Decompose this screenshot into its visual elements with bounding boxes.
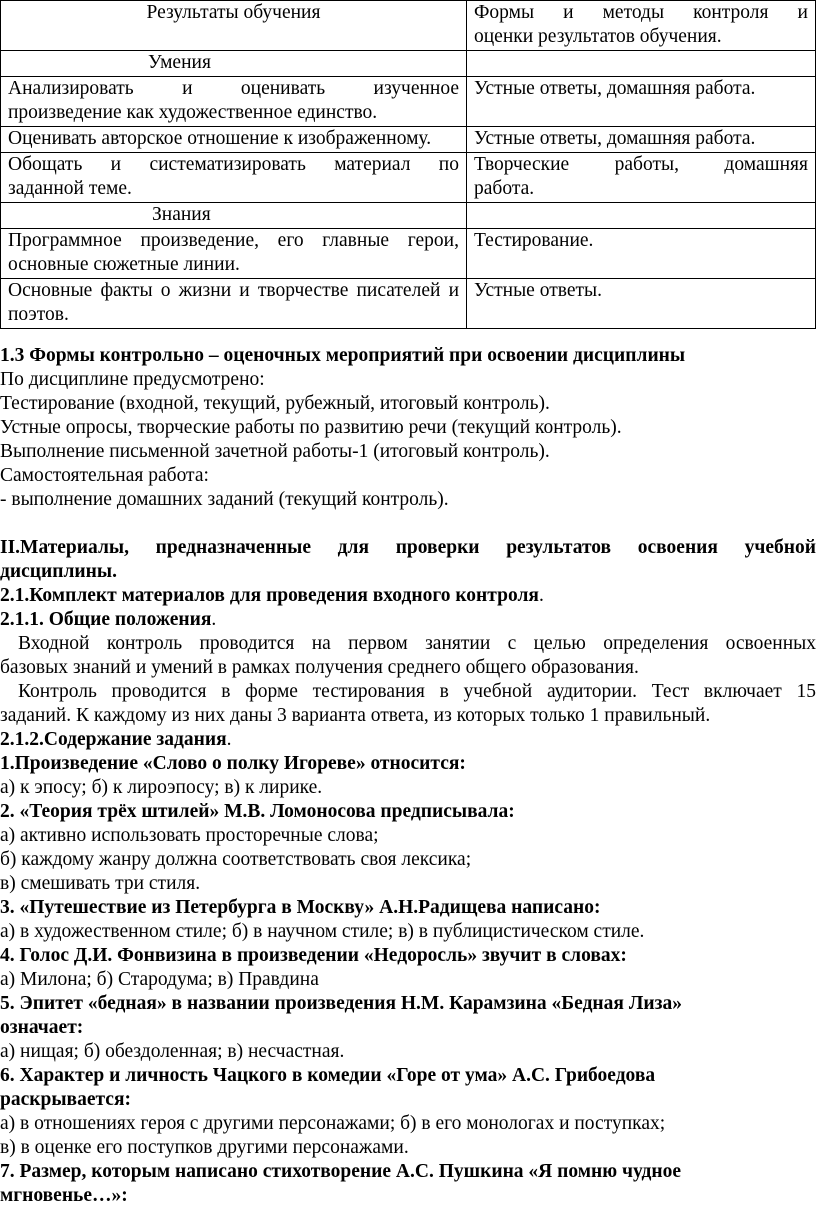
document-body (0, 344, 816, 1208)
paragraph: Контроль проводится в форме тестирования в учебной аудитории. Тест включает 15 (18, 681, 816, 702)
cell-line: Основные факты о жизни и творчестве писателей и (8, 280, 459, 301)
section-knowledge-label: Знания (152, 204, 211, 225)
section-skills-label: Умения (148, 52, 211, 73)
header-results (1, 1, 467, 51)
table-row-skills-section (1, 51, 816, 77)
table-cell (1, 153, 467, 203)
header-forms (467, 1, 816, 51)
paragraph: заданий. К каждому из них даны 3 варианта ответа, из которых только 1 правильный. (0, 705, 711, 726)
table-cell (467, 279, 816, 329)
empty-cell (467, 51, 816, 77)
paragraph: Самостоятельная работа: (0, 465, 209, 486)
table-cell (1, 229, 467, 279)
section-2-title-line2: дисциплины. (0, 561, 117, 582)
table-cell (467, 127, 816, 153)
question-2: 2. «Теория трёх штилей» М.В. Ломоносова предписывала: (0, 801, 515, 822)
section-2-1-2-heading (0, 728, 816, 752)
table-cell (1, 279, 467, 329)
period: . (211, 609, 217, 630)
cell-line: произведение как художественное единство. (8, 102, 378, 123)
cell-line: Оценивать авторское отношение к изображенному. (8, 128, 432, 149)
section-2-1-1-heading (0, 608, 816, 632)
question-6-line1: 6. Характер и личность Чацкого в комедии «Горе от ума» А.С. Грибоедова (0, 1065, 656, 1086)
question-1: 1.Произведение «Слово о полку Игореве» относится: (0, 753, 466, 774)
section-2-title-line1: II.Материалы, предназначенные для проверки результатов освоения учебной (0, 537, 816, 558)
answer-options: а) нищая; б) обездоленная; в) несчастная. (0, 1041, 345, 1062)
section-1-3-title: 1.3 Формы контрольно – оценочных мероприятий при освоении дисциплины (0, 345, 686, 366)
cell-line: Устные ответы, домашняя работа. (474, 128, 756, 149)
cell-line: Тестирование. (474, 230, 594, 251)
answer-option: б) каждому жанру должна соответствовать своя лексика; (0, 849, 472, 870)
section-knowledge (1, 203, 467, 229)
question-4: 4. Голос Д.И. Фонвизина в произведении «Недоросль» звучит в словах: (0, 945, 627, 966)
header-forms-line2: оценки результатов обучения. (474, 26, 722, 47)
answer-option: в) смешивать три стиля. (0, 873, 201, 894)
period: . (538, 585, 544, 606)
section-2-1-title: 2.1.Комплект материалов для проведения входного контроля (0, 585, 539, 606)
cell-line: Устные ответы, домашняя работа. (474, 78, 756, 99)
section-2-1-1-title: 2.1.1. Общие положения (0, 609, 212, 630)
empty-cell (467, 203, 816, 229)
paragraph: Устные опросы, творческие работы по развитию речи (текущий контроль). (0, 417, 622, 438)
cell-line: Творческие работы, домашняя (474, 154, 808, 175)
section-2-1-2-title: 2.1.2.Содержание задания (0, 729, 227, 750)
header-forms-line1: Формы и методы контроля и (474, 2, 808, 23)
cell-line: поэтов. (8, 304, 69, 325)
paragraph: Тестирование (входной, текущий, рубежный, итоговый контроль). (0, 393, 550, 414)
answer-option: а) в отношениях героя с другими персонажами; б) в его монологах и поступках; (0, 1113, 666, 1134)
answer-options: а) к эпосу; б) к лироэпосу; в) к лирике. (0, 777, 323, 798)
cell-line: Устные ответы. (474, 280, 602, 301)
table-cell (1, 127, 467, 153)
table-cell (467, 153, 816, 203)
period: . (226, 729, 232, 750)
cell-line: основные сюжетные линии. (8, 254, 240, 275)
table-row (1, 127, 816, 153)
results-table (0, 0, 816, 329)
cell-line: Программное произведение, его главные герои, (8, 230, 459, 251)
answer-option: а) активно использовать просторечные слова; (0, 825, 379, 846)
cell-line: Анализировать и оценивать изученное (8, 78, 459, 99)
table-header-row (1, 1, 816, 51)
table-cell (467, 77, 816, 127)
table-cell (467, 229, 816, 279)
answer-options: а) Милона; б) Стародума; в) Правдина (0, 969, 319, 990)
table-row-knowledge-section (1, 203, 816, 229)
section-2-1-heading (0, 584, 816, 608)
table-row (1, 229, 816, 279)
answer-options: а) в художественном стиле; б) в научном стиле; в) в публицистическом стиле. (0, 921, 645, 942)
question-6-line2: раскрывается: (0, 1089, 132, 1110)
table-cell (1, 77, 467, 127)
paragraph: - выполнение домашних заданий (текущий контроль). (0, 489, 449, 510)
question-7-line1: 7. Размер, которым написано стихотворение А.С. Пушкина «Я помню чудное (0, 1161, 682, 1182)
paragraph: Входной контроль проводится на первом занятии с целью определения освоенных (18, 633, 816, 654)
answer-option: в) в оценке его поступков другими персонажами. (0, 1137, 409, 1158)
question-7-line2: мгновенье…»: (0, 1185, 128, 1206)
paragraph: По дисциплине предусмотрено: (0, 369, 265, 390)
section-skills (1, 51, 467, 77)
paragraph: Выполнение письменной зачетной работы-1 (итоговый контроль). (0, 441, 550, 462)
question-5-line2: означает: (0, 1017, 84, 1038)
paragraph: базовых знаний и умений в рамках получения среднего общего образования. (0, 657, 639, 678)
question-5-line1: 5. Эпитет «бедная» в названии произведения Н.М. Карамзина «Бедная Лиза» (0, 993, 682, 1014)
header-results-label: Результаты обучения (146, 2, 321, 23)
cell-line: заданной теме. (8, 178, 132, 199)
table-row (1, 77, 816, 127)
table-row (1, 279, 816, 329)
cell-line: Обощать и систематизировать материал по (8, 154, 459, 175)
cell-line: работа. (474, 178, 535, 199)
spacer (0, 512, 816, 536)
question-3: 3. «Путешествие из Петербурга в Москву» А.Н.Радищева написано: (0, 897, 601, 918)
table-row (1, 153, 816, 203)
